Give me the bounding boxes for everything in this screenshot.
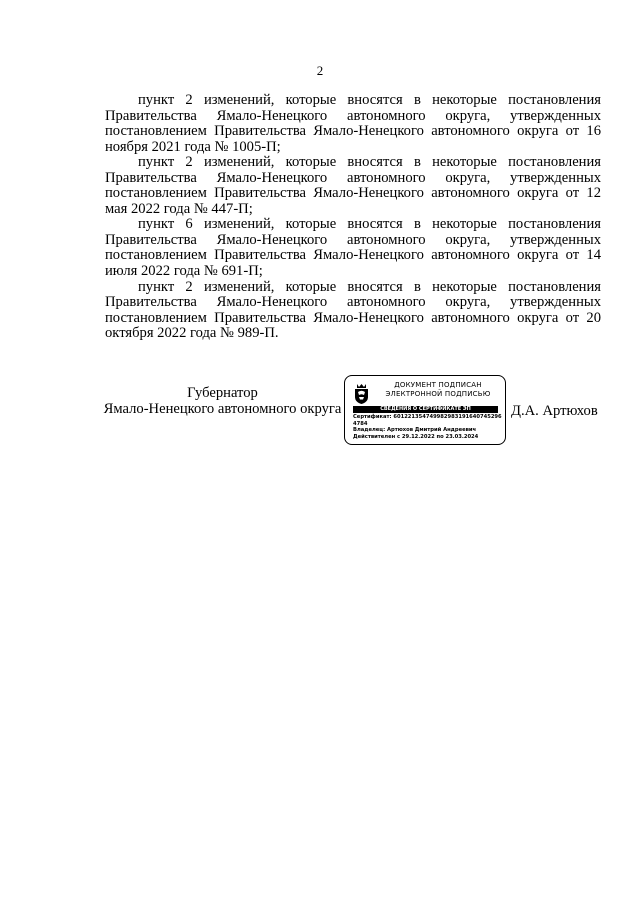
stamp-title-line-2: ЭЛЕКТРОННОЙ ПОДПИСЬЮ: [385, 390, 491, 398]
stamp-certificate-header: СВЕДЕНИЯ О СЕРТИФИКАТЕ ЭП: [353, 406, 498, 413]
coat-of-arms-icon: [353, 383, 370, 405]
page-number: 2: [316, 63, 324, 78]
document-body: [105, 93, 601, 342]
paragraph-item-4: пункт 2 изменений, которые вносятся в некоторые постановления Правительства Ямало-Ненецкого автономного округа, утвержденных постановлением Правительства Ямало-Ненецкого автономного округа от 20 октября 2022 года № 989-П.: [105, 278, 601, 342]
stamp-certificate-number: Сертификат: 601221354749982983191640745296: [353, 414, 502, 420]
stamp-validity: Действителен с 29.12.2022 по 23.03.2024: [353, 433, 479, 440]
paragraph-item-2: пункт 2 изменений, которые вносятся в некоторые постановления Правительства Ямало-Ненецкого автономного округа, утвержденных постановлением Правительства Ямало-Ненецкого автономного округа от 12 мая 2022 года № 447-П;: [105, 154, 601, 217]
stamp-owner: Владелец: Артюхов Дмитрий Андреевич: [353, 427, 477, 434]
stamp-title-line-1: ДОКУМЕНТ ПОДПИСАН: [394, 381, 482, 389]
paragraph-item-1: пункт 2 изменений, которые вносятся в некоторые постановления Правительства Ямало-Ненецкого автономного округа, утвержденных постановлением Правительства Ямало-Ненецкого автономного округа от 16 ноября 2021 года № 1005-П;: [105, 92, 601, 155]
paragraph-item-3: пункт 6 изменений, которые вносятся в некоторые постановления Правительства Ямало-Ненецкого автономного округа, утвержденных постановлением Правительства Ямало-Ненецкого автономного округа от 14 июля 2022 года № 691-П;: [105, 216, 601, 280]
stamp-title: [372, 381, 504, 399]
signer-title: [95, 385, 350, 417]
stamp-certificate-number-continued: 4784: [353, 420, 368, 427]
signer-name: Д.А. Артюхов: [511, 403, 598, 419]
electronic-signature-stamp: [344, 375, 506, 445]
signature-block: [0, 375, 640, 450]
signer-organization: Ямало-Ненецкого автономного округа: [103, 401, 342, 417]
stamp-details: [353, 414, 505, 440]
signer-position: Губернатор: [187, 385, 258, 401]
